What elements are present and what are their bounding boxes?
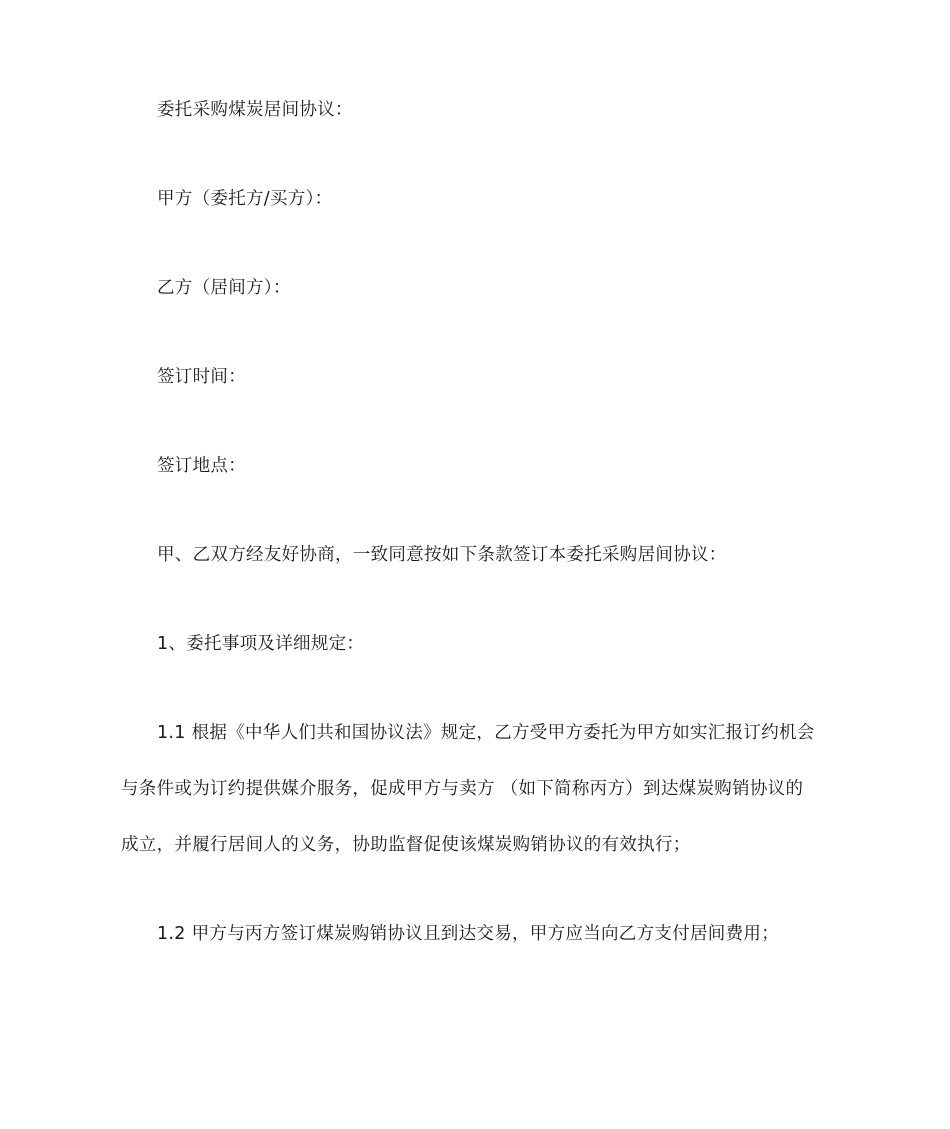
sign-place-line: 签订地点： <box>157 456 246 476</box>
party-a-line: 甲方（委托方/买方）： <box>157 189 333 209</box>
intro-paragraph: 甲、乙双方经友好协商，一致同意按如下条款签订本委托采购居间协议： <box>157 545 727 565</box>
clause-1-1-line-3: 成立，并履行居间人的义务，协助监督促使该煤炭购销协议的有效执行； <box>121 835 691 855</box>
clause-1-2: 1.2 甲方与丙方签订煤炭购销协议且到达交易，甲方应当向乙方支付居间费用； <box>157 924 779 944</box>
clause-1-1-line-2: 与条件或为订约提供媒介服务，促成甲方与卖方 （如下简称丙方）到达煤炭购销协议的 <box>121 779 804 799</box>
section-1-heading: 1、委托事项及详细规定： <box>157 634 365 654</box>
party-b-line: 乙方（居间方）： <box>157 278 291 298</box>
clause-1-1-line-1: 1.1 根据《中华人们共和国协议法》规定，乙方受甲方委托为甲方如实汇报订约机会 <box>157 723 815 743</box>
sign-time-line: 签订时间： <box>157 367 246 387</box>
document-title: 委托采购煤炭居间协议： <box>157 100 353 120</box>
